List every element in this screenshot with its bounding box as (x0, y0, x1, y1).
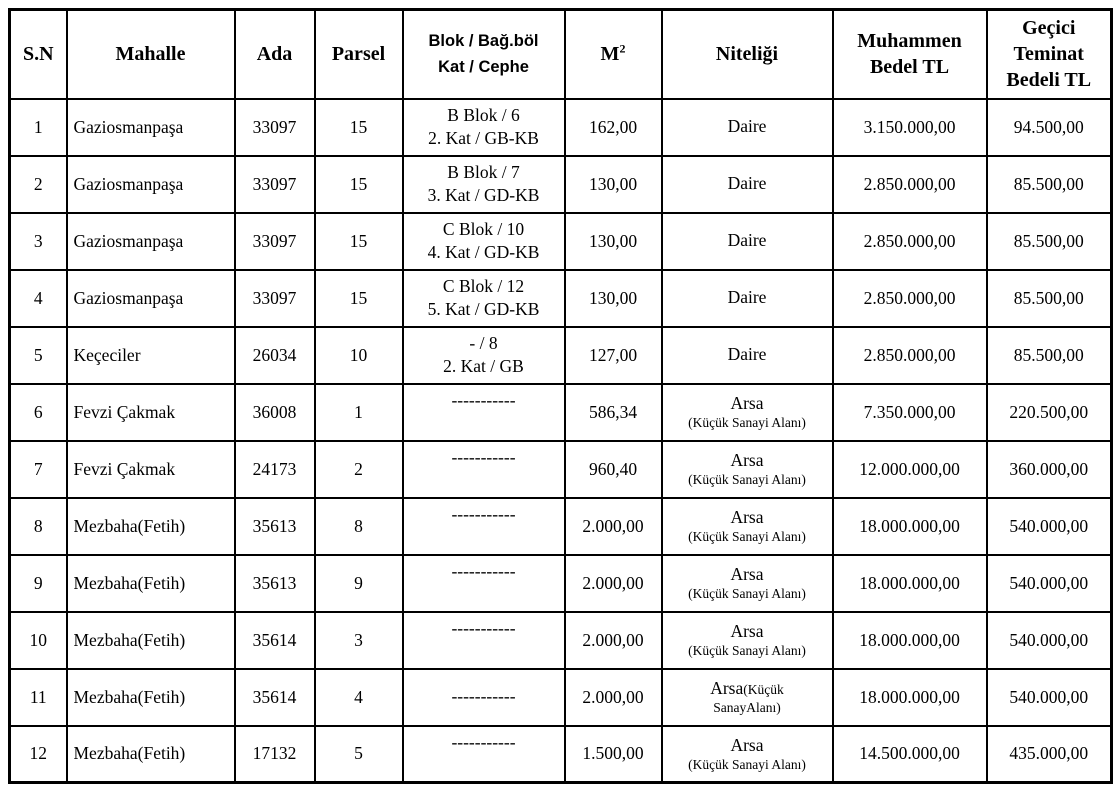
cell-parsel: 3 (315, 612, 403, 669)
header-ada: Ada (235, 10, 315, 99)
cell-muhammen: 2.850.000,00 (833, 327, 987, 384)
cell-mahalle: Mezbaha(Fetih) (67, 498, 235, 555)
niteligi-sub: (Küçük Sanayi Alanı) (688, 471, 806, 487)
cell-niteligi (662, 669, 833, 726)
header-row (10, 10, 1112, 99)
cell-ada: 35614 (235, 612, 315, 669)
cell-mahalle: Gaziosmanpaşa (67, 156, 235, 213)
header-teminat: Geçici Teminat Bedeli TL (987, 10, 1112, 99)
cell-m2: 1.500,00 (565, 726, 662, 783)
table-row (10, 384, 1112, 441)
niteligi-main-line (666, 735, 829, 757)
cell-muhammen: 18.000.000,00 (833, 669, 987, 726)
cell-sn: 4 (10, 270, 67, 327)
header-muhammen: Muhammen Bedel TL (833, 10, 987, 99)
cell-mahalle: Fevzi Çakmak (67, 441, 235, 498)
niteligi-main-line (666, 450, 829, 472)
cell-m2: 130,00 (565, 213, 662, 270)
cell-muhammen: 18.000.000,00 (833, 498, 987, 555)
cell-sn: 7 (10, 441, 67, 498)
m2-superscript: 2 (619, 41, 626, 56)
cell-blok (403, 384, 565, 441)
cell-teminat: 85.500,00 (987, 213, 1112, 270)
cell-sn: 9 (10, 555, 67, 612)
niteligi-main-line (666, 344, 829, 366)
cell-ada: 24173 (235, 441, 315, 498)
cell-sn: 10 (10, 612, 67, 669)
cell-sn: 1 (10, 99, 67, 156)
header-blok (403, 10, 565, 99)
blok-line1: ----------- (451, 389, 516, 410)
table-row (10, 441, 1112, 498)
cell-niteligi (662, 612, 833, 669)
cell-muhammen: 18.000.000,00 (833, 612, 987, 669)
cell-blok (403, 669, 565, 726)
cell-parsel: 15 (315, 99, 403, 156)
cell-parsel: 15 (315, 270, 403, 327)
cell-muhammen: 12.000.000,00 (833, 441, 987, 498)
table-row (10, 99, 1112, 156)
cell-mahalle: Keçeciler (67, 327, 235, 384)
header-niteligi: Niteliği (662, 10, 833, 99)
cell-blok (403, 498, 565, 555)
blok-line2: 2. Kat / GB (443, 356, 524, 376)
blok-line2 (407, 526, 561, 549)
cell-teminat: 540.000,00 (987, 555, 1112, 612)
cell-ada: 17132 (235, 726, 315, 783)
cell-blok (403, 270, 565, 327)
niteligi-main: Daire (727, 173, 767, 194)
cell-mahalle: Gaziosmanpaşa (67, 213, 235, 270)
cell-teminat: 435.000,00 (987, 726, 1112, 783)
niteligi-main: Arsa (730, 620, 764, 641)
niteligi-main-line (666, 621, 829, 643)
niteligi-main-line (666, 287, 829, 309)
cell-muhammen: 2.850.000,00 (833, 213, 987, 270)
cell-niteligi (662, 441, 833, 498)
cell-niteligi (662, 327, 833, 384)
cell-ada: 35614 (235, 669, 315, 726)
cell-muhammen: 7.350.000,00 (833, 384, 987, 441)
cell-blok (403, 327, 565, 384)
cell-niteligi (662, 99, 833, 156)
cell-sn: 3 (10, 213, 67, 270)
cell-muhammen: 18.000.000,00 (833, 555, 987, 612)
cell-teminat: 220.500,00 (987, 384, 1112, 441)
cell-niteligi (662, 270, 833, 327)
niteligi-main: Daire (727, 287, 767, 308)
niteligi-sub: (Küçük Sanayi Alanı) (688, 414, 806, 430)
niteligi-main: Daire (727, 230, 767, 251)
blok-line1: C Blok / 12 (442, 275, 525, 296)
blok-line2: 5. Kat / GD-KB (427, 299, 540, 319)
niteligi-main: Arsa (710, 677, 744, 698)
cell-ada: 33097 (235, 156, 315, 213)
cell-teminat: 360.000,00 (987, 441, 1112, 498)
cell-parsel: 4 (315, 669, 403, 726)
niteligi-main: Arsa (730, 563, 764, 584)
blok-line1: ----------- (451, 560, 516, 581)
cell-sn: 12 (10, 726, 67, 783)
cell-parsel: 15 (315, 213, 403, 270)
cell-ada: 26034 (235, 327, 315, 384)
cell-teminat: 85.500,00 (987, 156, 1112, 213)
cell-m2: 2.000,00 (565, 498, 662, 555)
cell-ada: 33097 (235, 99, 315, 156)
table-row (10, 156, 1112, 213)
cell-niteligi (662, 156, 833, 213)
niteligi-sub: SanayAlanı) (713, 699, 781, 715)
cell-teminat: 540.000,00 (987, 498, 1112, 555)
table-row (10, 612, 1112, 669)
cell-ada: 36008 (235, 384, 315, 441)
header-parsel: Parsel (315, 10, 403, 99)
cell-blok (403, 99, 565, 156)
table-row (10, 555, 1112, 612)
header-blok-line2: Kat / Cephe (438, 58, 529, 77)
cell-ada: 35613 (235, 498, 315, 555)
niteligi-main-line (666, 564, 829, 586)
header-mahalle: Mahalle (67, 10, 235, 99)
cell-teminat: 85.500,00 (987, 270, 1112, 327)
cell-blok (403, 612, 565, 669)
niteligi-main-line (666, 173, 829, 195)
cell-m2: 960,40 (565, 441, 662, 498)
cell-mahalle: Gaziosmanpaşa (67, 270, 235, 327)
niteligi-main: Arsa (730, 506, 764, 527)
cell-parsel: 15 (315, 156, 403, 213)
table-row (10, 213, 1112, 270)
cell-teminat: 94.500,00 (987, 99, 1112, 156)
cell-sn: 6 (10, 384, 67, 441)
blok-line2 (407, 412, 561, 435)
blok-line2 (407, 640, 561, 663)
table-body (10, 99, 1112, 783)
niteligi-main: Arsa (730, 449, 764, 470)
blok-line1: - / 8 (469, 332, 498, 353)
cell-m2: 127,00 (565, 327, 662, 384)
blok-line1: ----------- (451, 731, 516, 752)
niteligi-sub: (Küçük Sanayi Alanı) (688, 528, 806, 544)
auction-table (8, 8, 1113, 784)
blok-line2 (407, 754, 561, 777)
cell-mahalle: Mezbaha(Fetih) (67, 669, 235, 726)
cell-parsel: 5 (315, 726, 403, 783)
table-row (10, 270, 1112, 327)
blok-line2: 4. Kat / GD-KB (427, 242, 540, 262)
niteligi-main-line (666, 116, 829, 138)
blok-line2 (407, 583, 561, 606)
cell-muhammen: 2.850.000,00 (833, 156, 987, 213)
cell-sn: 5 (10, 327, 67, 384)
table-row (10, 726, 1112, 783)
niteligi-main: Daire (727, 344, 767, 365)
blok-line1: ----------- (451, 686, 516, 707)
blok-line1: B Blok / 7 (447, 161, 520, 182)
cell-sn: 11 (10, 669, 67, 726)
niteligi-main-line (666, 393, 829, 415)
cell-blok (403, 441, 565, 498)
cell-sn: 2 (10, 156, 67, 213)
m2-base: M (600, 43, 620, 66)
blok-line1: ----------- (451, 617, 516, 638)
cell-parsel: 8 (315, 498, 403, 555)
cell-mahalle: Mezbaha(Fetih) (67, 612, 235, 669)
blok-line2: 2. Kat / GB-KB (428, 128, 539, 148)
blok-line1: B Blok / 6 (447, 104, 520, 125)
niteligi-main-line (666, 230, 829, 252)
cell-blok (403, 213, 565, 270)
cell-m2: 586,34 (565, 384, 662, 441)
niteligi-sub: (Küçük Sanayi Alanı) (688, 585, 806, 601)
cell-parsel: 2 (315, 441, 403, 498)
niteligi-inline: (Küçük (743, 681, 784, 697)
niteligi-main: Arsa (730, 392, 764, 413)
cell-niteligi (662, 384, 833, 441)
cell-blok (403, 555, 565, 612)
cell-ada: 33097 (235, 270, 315, 327)
cell-teminat: 540.000,00 (987, 612, 1112, 669)
cell-parsel: 9 (315, 555, 403, 612)
cell-niteligi (662, 213, 833, 270)
cell-sn: 8 (10, 498, 67, 555)
cell-blok (403, 156, 565, 213)
cell-niteligi (662, 498, 833, 555)
niteligi-main: Arsa (730, 734, 764, 755)
header-sn: S.N (10, 10, 67, 99)
cell-muhammen: 3.150.000,00 (833, 99, 987, 156)
blok-line2 (407, 469, 561, 492)
table-row (10, 669, 1112, 726)
blok-line1: ----------- (451, 503, 516, 524)
cell-mahalle: Gaziosmanpaşa (67, 99, 235, 156)
cell-niteligi (662, 726, 833, 783)
niteligi-sub: (Küçük Sanayi Alanı) (688, 756, 806, 772)
cell-m2: 130,00 (565, 270, 662, 327)
niteligi-main-line (666, 678, 829, 700)
cell-parsel: 10 (315, 327, 403, 384)
cell-m2: 2.000,00 (565, 612, 662, 669)
cell-m2: 130,00 (565, 156, 662, 213)
niteligi-main-line (666, 507, 829, 529)
cell-teminat: 85.500,00 (987, 327, 1112, 384)
table-header (10, 10, 1112, 99)
cell-blok (403, 726, 565, 783)
header-m2 (565, 10, 662, 99)
table-row (10, 327, 1112, 384)
cell-teminat: 540.000,00 (987, 669, 1112, 726)
cell-m2: 2.000,00 (565, 669, 662, 726)
cell-niteligi (662, 555, 833, 612)
cell-mahalle: Fevzi Çakmak (67, 384, 235, 441)
cell-mahalle: Mezbaha(Fetih) (67, 726, 235, 783)
cell-m2: 162,00 (565, 99, 662, 156)
cell-ada: 35613 (235, 555, 315, 612)
header-blok-line1: Blok / Bağ.böl (428, 31, 539, 50)
blok-line1: C Blok / 10 (442, 218, 525, 239)
blok-line1: ----------- (451, 446, 516, 467)
cell-parsel: 1 (315, 384, 403, 441)
table-row (10, 498, 1112, 555)
cell-muhammen: 2.850.000,00 (833, 270, 987, 327)
niteligi-sub: (Küçük Sanayi Alanı) (688, 642, 806, 658)
niteligi-main: Daire (727, 116, 767, 137)
cell-m2: 2.000,00 (565, 555, 662, 612)
blok-line2: 3. Kat / GD-KB (427, 185, 540, 205)
cell-muhammen: 14.500.000,00 (833, 726, 987, 783)
cell-mahalle: Mezbaha(Fetih) (67, 555, 235, 612)
cell-ada: 33097 (235, 213, 315, 270)
